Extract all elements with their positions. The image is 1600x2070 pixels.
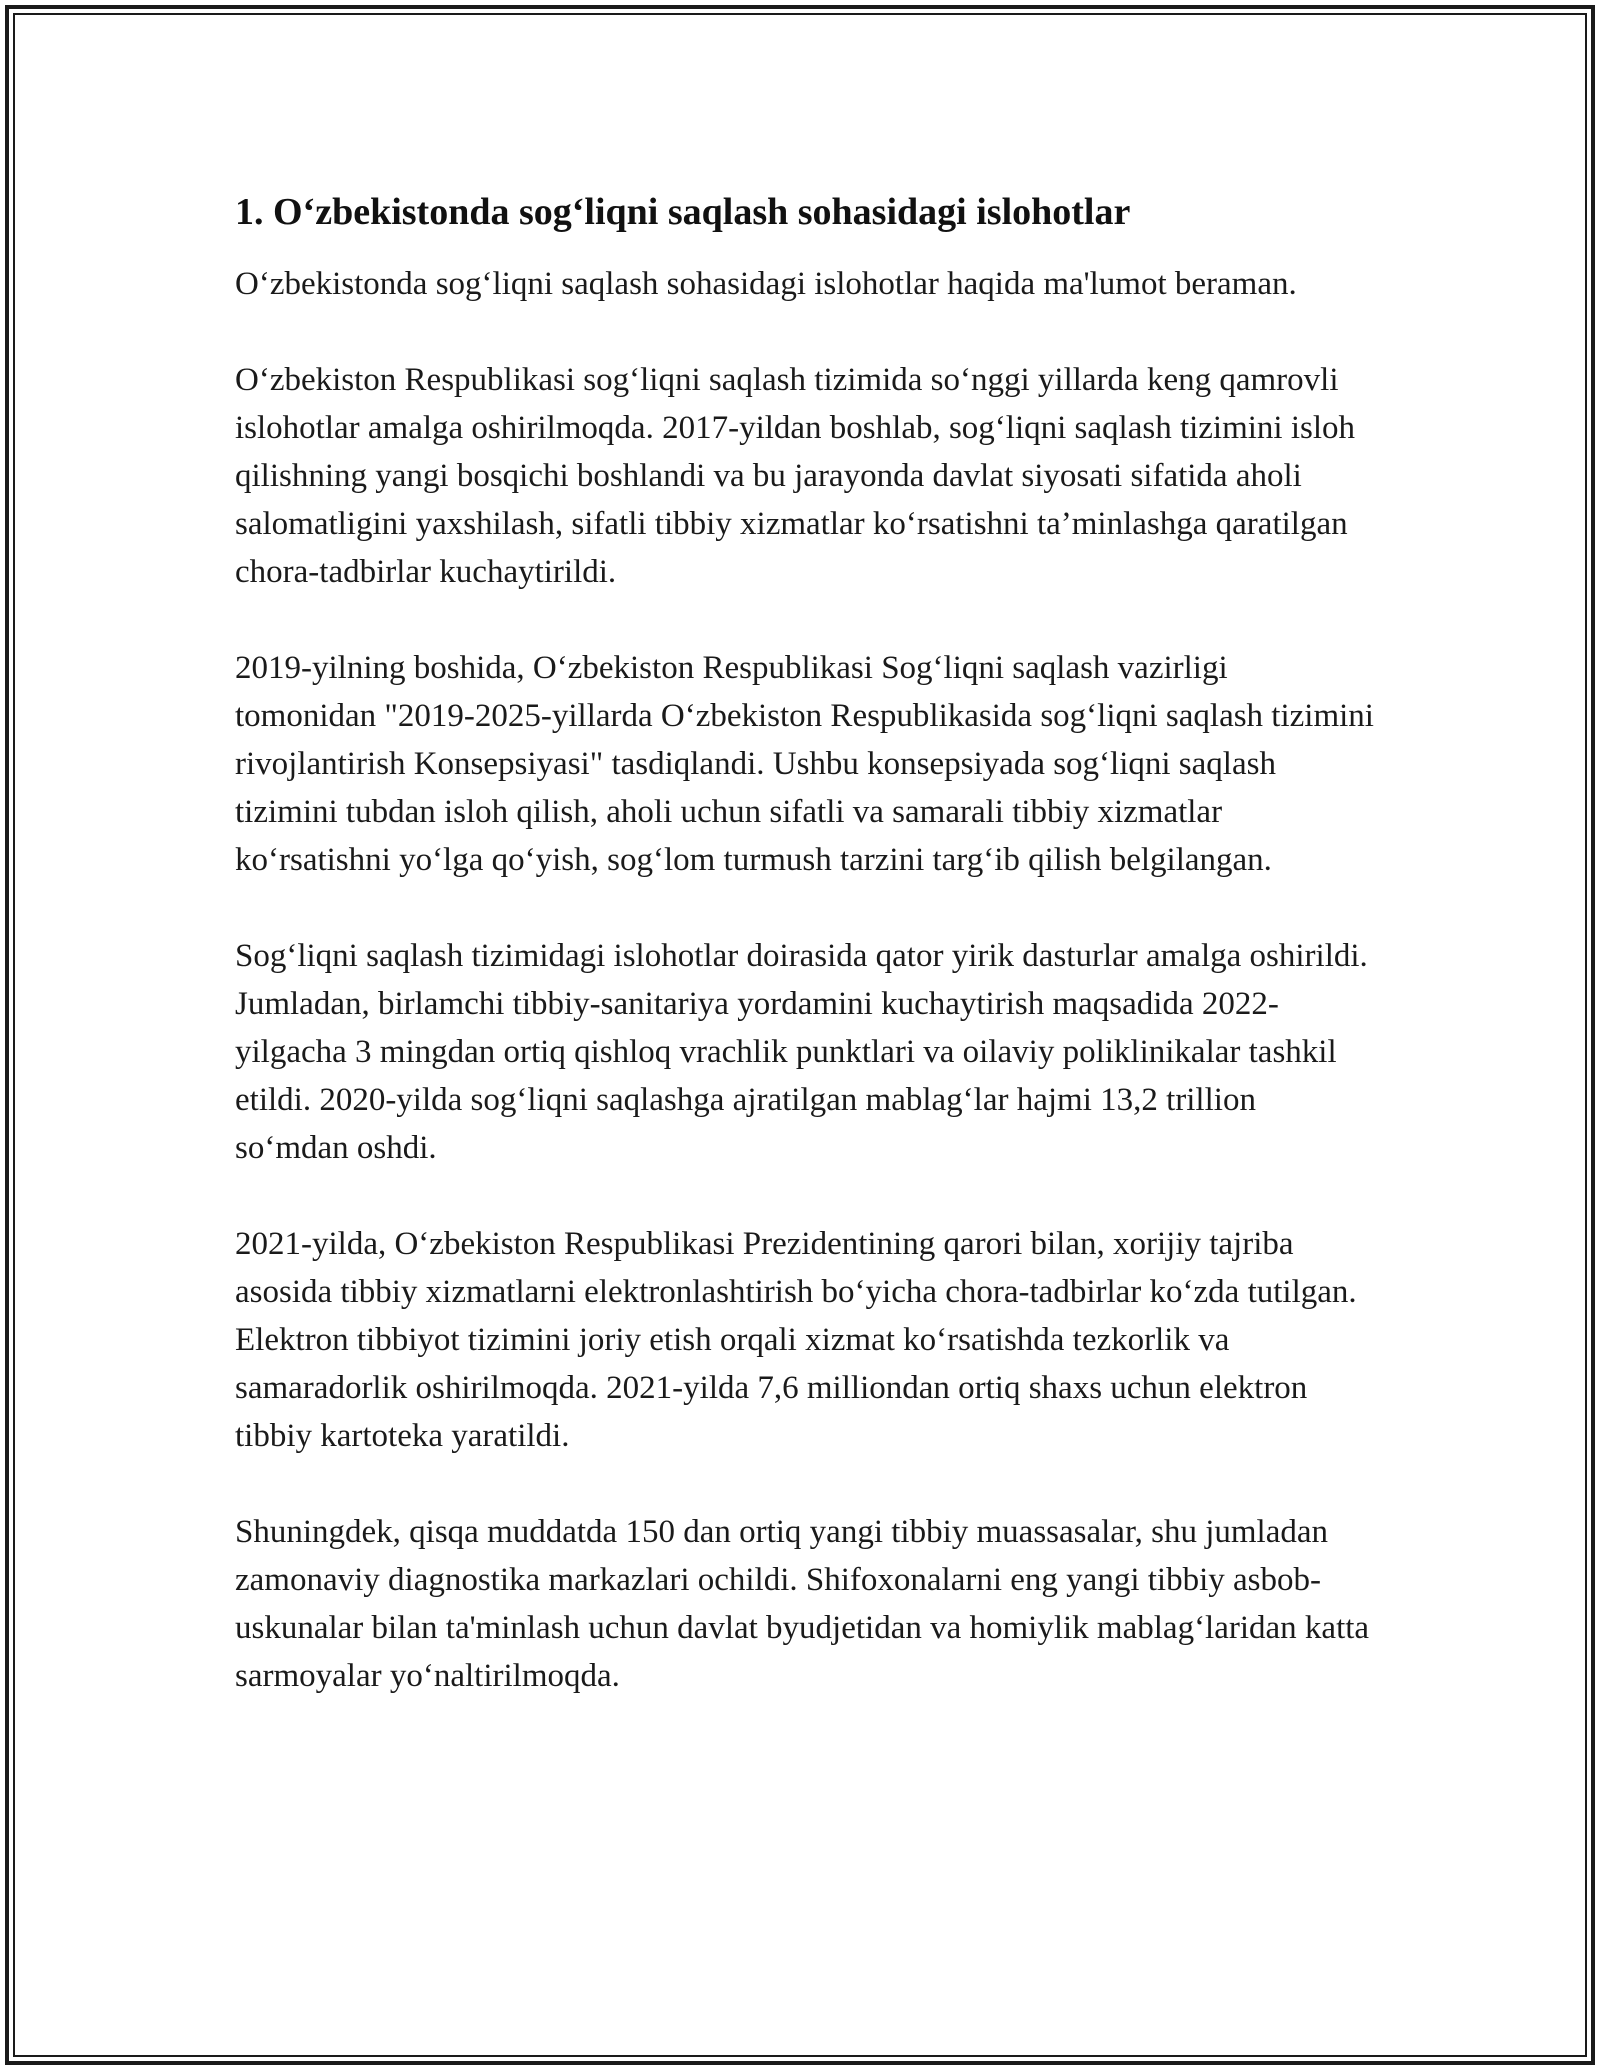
paragraph-programs: Sog‘liqni saqlash tizimidagi islohotlar doirasida qator yirik dasturlar amalga oshirildi. Jumladan, birlamchi tibbiy-sanitariya yordamini kuchaytirish maqsadida 2022-yilgacha 3 mingdan ortiq qishloq vrachlik punktlari va oilaviy poliklinikalar tashkil etildi. 2020-yilda sog‘liqni saqlashga ajratilgan mablag‘lar hajmi 13,2 trillion so‘mdan oshdi. — [235, 938, 1368, 1166]
paragraph-intro: O‘zbekistonda sog‘liqni saqlash sohasidagi islohotlar haqida ma'lumot beraman. — [235, 266, 1297, 302]
paragraph-new-facilities: Shuningdek, qisqa muddatda 150 dan ortiq yangi tibbiy muassasalar, shu jumladan zamonaviy diagnostika markazlari ochildi. Shifoxonalarni eng yangi tibbiy asbob-uskunalar bilan ta'minlash uchun davlat byudjetidan va homiylik mablag‘laridan katta sarmoyalar yo‘naltirilmoqda. — [235, 1514, 1370, 1694]
paragraph-reforms-2017: O‘zbekiston Respublikasi sog‘liqni saqlash tizimida so‘nggi yillarda keng qamrovli islohotlar amalga oshirilmoqda. 2017-yildan boshlab, sog‘liqni saqlash tizimini isloh qilishning yangi bosqichi boshlandi va bu jarayonda davlat siyosati sifatida aholi salomatligini yaxshilash, sifatli tibbiy xizmatlar ko‘rsatishni ta’minlashga qaratilgan chora-tadbirlar kuchaytirildi. — [235, 362, 1356, 590]
paragraph-concept-2019: 2019-yilning boshida, O‘zbekiston Respublikasi Sog‘liqni saqlash vazirligi tomonidan "2019-2025-yillarda O‘zbekiston Respublikasida sog‘liqni saqlash tizimini rivojlantirish Konsepsiyasi" tasdiqlandi. Ushbu konsepsiyada sog‘liqni saqlash tizimini tubdan isloh qilish, aholi uchun sifatli va samarali tibbiy xizmatlar ko‘rsatishni yo‘lga qo‘yish, sog‘lom turmush tarzini targ‘ib qilish belgilangan. — [235, 650, 1374, 878]
document-body — [235, 186, 1375, 1700]
paragraph-digitalization-2021: 2021-yilda, O‘zbekiston Respublikasi Prezidentining qarori bilan, xorijiy tajriba asosida tibbiy xizmatlarni elektronlashtirish bo‘yicha chora-tadbirlar ko‘zda tutilgan. Elektron tibbiyot tizimini joriy etish orqali xizmat ko‘rsatishda tezkorlik va samaradorlik oshirilmoqda. 2021-yilda 7,6 milliondan ortiq shaxs uchun elektron tibbiy kartoteka yaratildi. — [235, 1226, 1357, 1454]
document-title: 1. O‘zbekistonda sog‘liqni saqlash sohasidagi islohotlar — [235, 191, 1131, 233]
